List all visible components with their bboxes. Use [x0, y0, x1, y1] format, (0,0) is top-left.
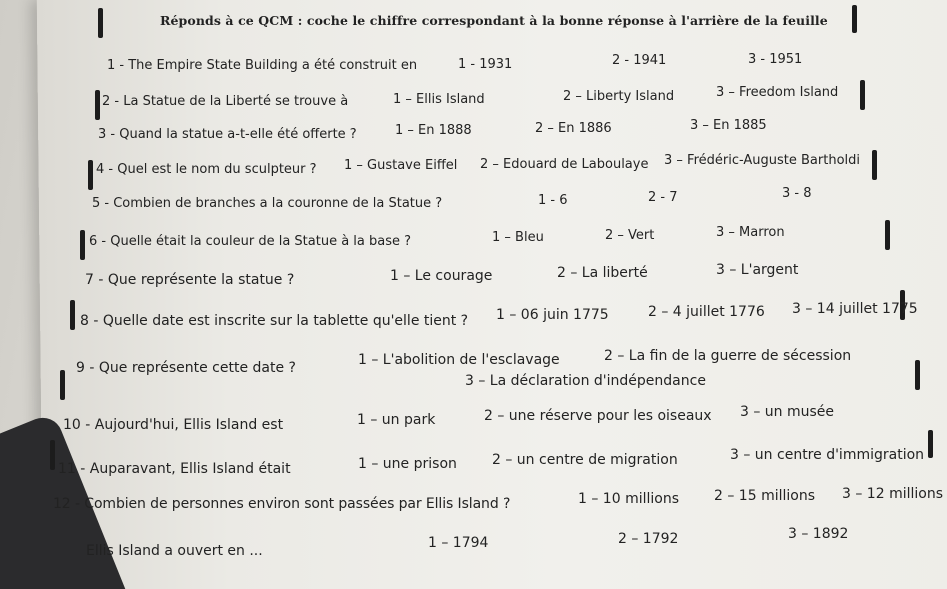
answer-option: 1 - 1931	[458, 57, 513, 72]
question-text: 7 - Que représente la statue ?	[85, 272, 295, 288]
answer-option: 1 – une prison	[358, 456, 457, 472]
answer-option: 3 – un centre d'immigration	[730, 447, 925, 463]
binding-mark	[70, 300, 75, 330]
question-text: 10 - Aujourd'hui, Ellis Island est	[63, 417, 284, 433]
answer-option: 3 – Freedom Island	[716, 85, 839, 100]
question-text: 11 - Auparavant, Ellis Island était	[58, 461, 291, 477]
answer-option: 3 – La déclaration d'indépendance	[465, 373, 706, 389]
binding-mark	[95, 90, 100, 120]
answer-option: 1 - 6	[538, 193, 568, 208]
question-text: 8 - Quelle date est inscrite sur la tablette qu'elle tient ?	[80, 313, 469, 329]
answer-option: 3 – un musée	[740, 404, 835, 420]
answer-option: 1 – Le courage	[390, 268, 493, 284]
answer-option: 3 – 14 juillet 1775	[792, 301, 918, 317]
question-text: 6 - Quelle était la couleur de la Statue à la base ?	[89, 234, 412, 249]
answer-option: 1 – 06 juin 1775	[496, 307, 609, 323]
question-text: Ellis Island a ouvert en ...	[86, 543, 263, 559]
answer-option: 1 – Gustave Eiffel	[344, 158, 458, 173]
binding-mark	[928, 430, 933, 458]
question-text: 9 - Que représente cette date ?	[76, 360, 296, 376]
answer-option: 1 – Ellis Island	[393, 92, 485, 107]
binding-mark	[60, 370, 65, 400]
answer-option: 2 – Liberty Island	[563, 89, 675, 104]
answer-option: 2 - 1941	[612, 53, 667, 68]
answer-option: 1 – 10 millions	[578, 491, 680, 507]
answer-option: 2 – Vert	[605, 228, 655, 243]
worksheet-title: Réponds à ce QCM : coche le chiffre correspondant à la bonne réponse à l'arrière de la feuille	[160, 13, 828, 28]
answer-option: 1 – Bleu	[492, 230, 544, 245]
answer-option: 3 – L'argent	[716, 262, 799, 278]
answer-option: 2 – 4 juillet 1776	[648, 304, 765, 320]
answer-option: 2 – La fin de la guerre de sécession	[604, 348, 852, 364]
answer-option: 2 - 7	[648, 190, 678, 205]
answer-option: 3 - 1951	[748, 52, 803, 67]
binding-mark	[98, 8, 103, 38]
answer-option: 2 – 1792	[618, 531, 679, 547]
binding-mark	[88, 160, 93, 190]
answer-option: 2 – une réserve pour les oiseaux	[484, 408, 712, 424]
answer-option: 2 – 15 millions	[714, 488, 816, 504]
question-text: 2 - La Statue de la Liberté se trouve à	[102, 94, 349, 109]
answer-option: 3 – En 1885	[690, 118, 767, 133]
question-text: 12 - Combien de personnes environ sont passées par Ellis Island ?	[53, 496, 511, 512]
binding-mark	[80, 230, 85, 260]
answer-option: 3 - 8	[782, 186, 812, 201]
binding-mark	[915, 360, 920, 390]
binding-mark	[885, 220, 890, 250]
answer-option: 3 – 1892	[788, 526, 849, 542]
answer-option: 2 – En 1886	[535, 121, 612, 136]
binding-mark	[50, 440, 55, 470]
answer-option: 3 – 12 millions	[842, 486, 944, 502]
answer-option: 1 – En 1888	[395, 123, 472, 138]
binding-mark	[852, 5, 857, 33]
answer-option: 2 – La liberté	[557, 265, 648, 281]
answer-option: 1 – un park	[357, 412, 436, 428]
binding-mark	[860, 80, 865, 110]
answer-option: 1 – L'abolition de l'esclavage	[358, 352, 560, 368]
answer-option: 2 – Edouard de Laboulaye	[480, 157, 649, 172]
question-text: 5 - Combien de branches a la couronne de la Statue ?	[92, 196, 443, 211]
binding-mark	[872, 150, 877, 180]
answer-option: 1 – 1794	[428, 535, 489, 551]
answer-option: 2 – un centre de migration	[492, 452, 678, 468]
answer-option: 3 – Marron	[716, 225, 785, 240]
question-text: 4 - Quel est le nom du sculpteur ?	[96, 162, 317, 177]
question-text: 1 - The Empire State Building a été construit en	[107, 58, 418, 73]
question-text: 3 - Quand la statue a-t-elle été offerte ?	[98, 127, 357, 142]
answer-option: 3 – Frédéric-Auguste Bartholdi	[664, 153, 861, 168]
